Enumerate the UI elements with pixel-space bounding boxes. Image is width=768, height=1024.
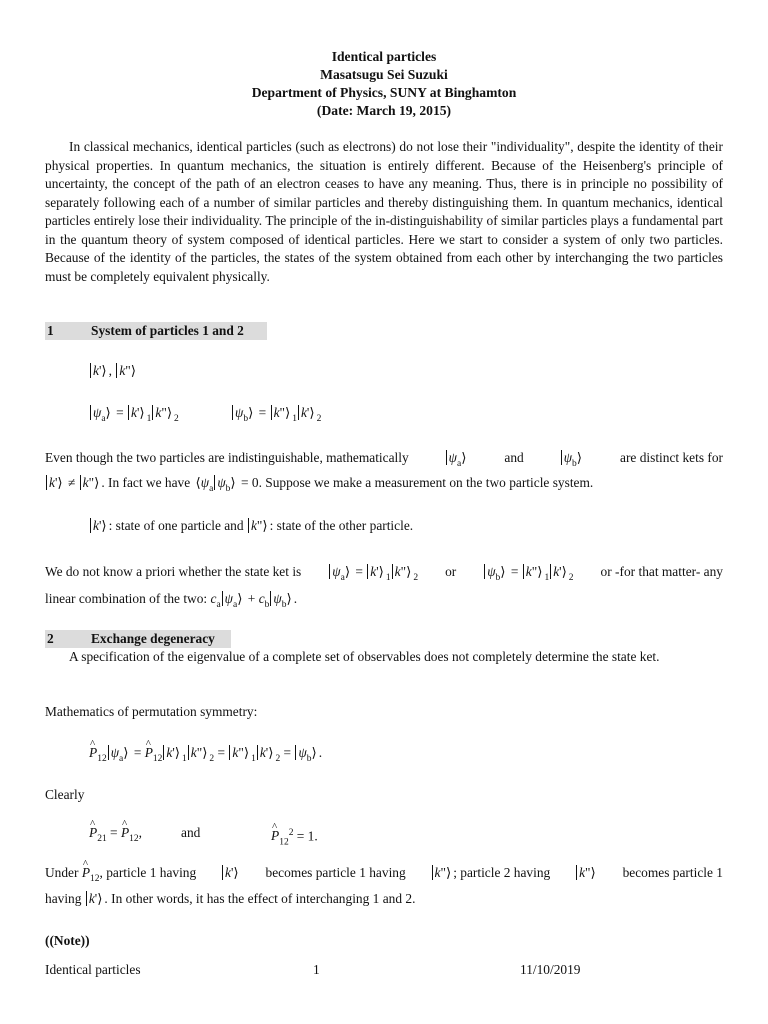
equation-p12-squared: ^ $P_{12}^2 = 1$. <box>271 824 318 852</box>
interchange-line: having k'⟩ . In other words, it has the effect of interchanging 1 and 2. <box>45 891 416 906</box>
section-1-title: System of particles 1 and 2 <box>91 323 244 338</box>
note-label: ((Note)) <box>45 933 90 948</box>
equation-kets: k'⟩ , k"⟩ <box>89 362 138 381</box>
doc-department: Department of Physics, SUNY at Binghamton <box>251 85 517 100</box>
inner-product-line: k'⟩ ≠ k"⟩ . In fact we have $⟨\psi_a$ $\psi_b⟩ = 0$. Suppose we make a measurement on the two particle system. <box>45 474 593 499</box>
equation-psi-a: $\psi_a⟩$ = k'⟩ $_1$ k"⟩ $_2$ <box>89 404 179 429</box>
equation-permutation: ^ $P_{12}$ $\psi_a⟩$ = ^ $P_{12}$ k'⟩ $_1$ k"⟩ $_2$ = k"⟩ $_1$ k'⟩ $_2 = \psi_b⟩$ . <box>89 744 322 769</box>
and-label: and <box>181 825 201 840</box>
permutation-heading: Mathematics of permutation symmetry: <box>45 704 258 719</box>
footer-title: Identical particles <box>45 962 141 977</box>
distinct-kets-line: Even though the two particles are indistinguishable, mathematically $\psi_a⟩$ and $\psi_b⟩$ are distinct kets for <box>45 450 723 469</box>
document-page <box>45 0 723 1024</box>
state-definitions: k'⟩ : state of one particle and k"⟩ : state of the other particle. <box>89 517 413 536</box>
section-2-heading <box>45 630 231 648</box>
section-2-number: 2 <box>47 631 54 646</box>
clearly-label: Clearly <box>45 787 85 802</box>
doc-author: Masatsugu Sei Suzuki <box>320 67 448 82</box>
section-1-heading <box>45 322 267 340</box>
intro-paragraph: In classical mechanics, identical particles (such as electrons) do not lose their "individuality", despite the identity of their physical properties. In quantum mechanics, the situation is entirely different. Because of the Heisenberg's principle of uncertainty, the concept of the path of an electron ceases to have any meaning. Thus, there is in principle no possibility of separately following each of a number of similar particles and thereby distinguishing them. In quantum mechanics, identical particles entirely lose their individuality. The principle of the in-distinguishability of similar particles plays a fundamental part in the quantum theory of system composed of identical particles. Here we start to consider a system of only two particles. Because of the identity of the particles, the states of the system obtained from each other by interchanging the two particles must be completely equivalent physically. <box>45 139 723 284</box>
equation-psi-b: $\psi_b⟩$ = k"⟩ $_1$ k'⟩ $_2$ <box>231 404 321 429</box>
equation-p21: ^ $P_{21}$ = ^ $P_{12}$, <box>89 824 142 849</box>
footer-page-number: 1 <box>313 962 320 977</box>
section-2-paragraph: A specification of the eigenvalue of a complete set of observables does not completely determine the state ket. <box>69 649 660 664</box>
linear-combination-line: linear combination of the two: $c_a$ $\psi_a⟩ + c_b$ $\psi_b⟩$ . <box>45 591 298 610</box>
doc-date: (Date: March 19, 2015) <box>316 103 452 118</box>
section-1-number: 1 <box>47 323 54 338</box>
footer-date: 11/10/2019 <box>520 962 581 977</box>
under-p12-line: Under ^ $P_{12}$, particle 1 having k'⟩ becomes particle 1 having k"⟩ ; particle 2 having k"⟩ becomes particle 1 <box>45 864 723 889</box>
state-ket-line: We do not know a priori whether the state ket is $\psi_a⟩$ = k'⟩ $_1$ k"⟩ $_2$ or $\psi_b⟩$ = k"⟩ $_1$ k'⟩ $_2$ or -for that matter- any <box>45 564 723 583</box>
section-2-title: Exchange degeneracy <box>91 631 215 646</box>
doc-title: Identical particles <box>331 49 437 64</box>
